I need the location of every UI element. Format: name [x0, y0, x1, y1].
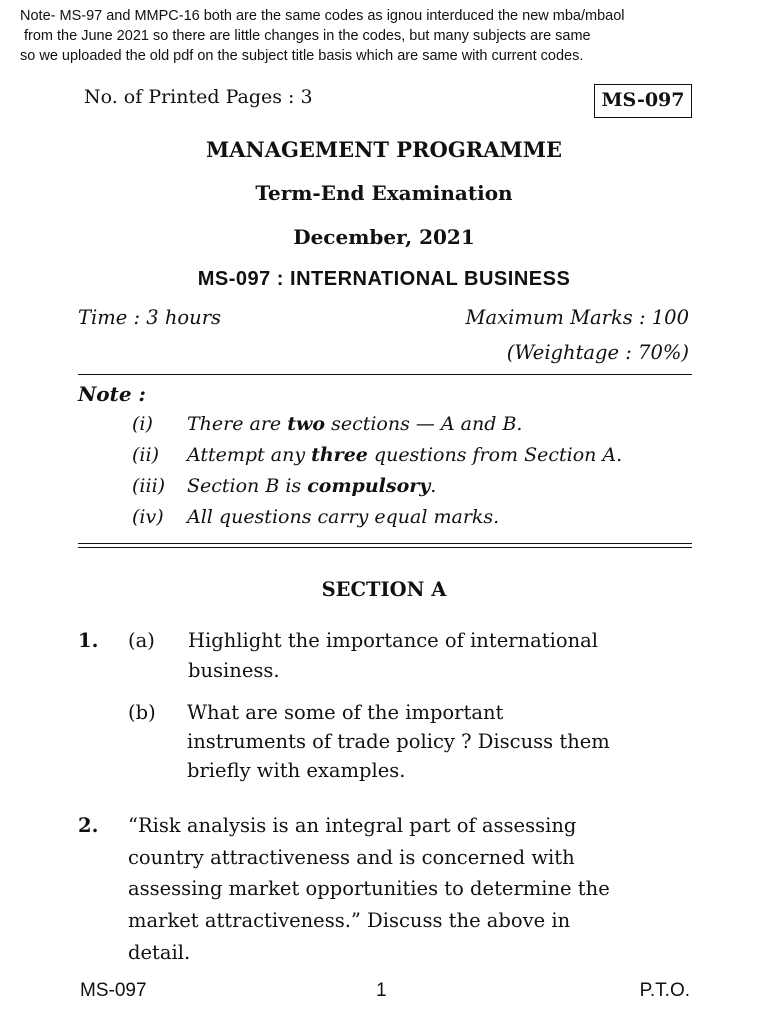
- question-text-line: assessing market opportunities to determine the: [128, 877, 610, 900]
- note-item-text: sections — A and B.: [325, 413, 523, 435]
- note-item-number: (iii): [132, 475, 166, 497]
- section-heading: SECTION A: [321, 578, 447, 601]
- time-allowed: Time : 3 hours: [78, 306, 222, 329]
- weightage: (Weightage : 70%): [506, 341, 689, 364]
- note-item-text: There are: [187, 413, 288, 435]
- footer-code: MS-097: [80, 980, 147, 1001]
- note-item-text: .: [430, 475, 437, 497]
- exam-title: Term-End Examination: [255, 181, 513, 205]
- question-text-line: market attractiveness.” Discuss the above in: [128, 909, 571, 932]
- printed-pages: No. of Printed Pages : 3: [84, 86, 313, 108]
- note-item-number: (i): [132, 413, 153, 435]
- note-item-emphasis: compulsory: [307, 475, 431, 497]
- subquestion-label: (a): [128, 629, 155, 652]
- note-item-text: Section B is: [187, 475, 308, 497]
- disclaimer-note: [20, 6, 760, 66]
- note-item: [132, 413, 522, 435]
- note-item-text: questions from Section A.: [367, 444, 623, 466]
- subquestion-label: (b): [128, 701, 156, 724]
- note-item-emphasis: three: [311, 444, 368, 466]
- note-item-number: (ii): [132, 444, 159, 466]
- question-text-line: detail.: [128, 941, 191, 964]
- course-code-box: MS-097: [594, 84, 692, 118]
- note-item: [132, 444, 622, 466]
- question-text-line: “Risk analysis is an integral part of assessing: [128, 814, 577, 837]
- question-text-line: country attractiveness and is concerned with: [128, 846, 575, 869]
- question-text-line: instruments of trade policy ? Discuss them: [187, 730, 610, 753]
- question-text-line: business.: [188, 659, 280, 682]
- note-item-number: (iv): [132, 506, 164, 528]
- question-text-line: What are some of the important: [187, 701, 504, 724]
- disclaimer-line: from the June 2021 so there are little changes in the codes, but many subjects are same: [24, 28, 591, 44]
- note-item: [132, 506, 499, 528]
- disclaimer-line: so we uploaded the old pdf on the subject title basis which are same with current codes.: [20, 48, 584, 64]
- note-item: [132, 475, 436, 497]
- note-heading: Note :: [78, 382, 146, 406]
- double-divider: [78, 543, 692, 548]
- page-number: 1: [376, 980, 387, 1001]
- question-text-line: Highlight the importance of international: [188, 629, 598, 652]
- note-item-emphasis: two: [287, 413, 326, 435]
- note-item-text: Attempt any: [187, 444, 312, 466]
- divider: [78, 374, 692, 375]
- question-number: 2.: [78, 814, 99, 837]
- exam-date: December, 2021: [293, 225, 475, 249]
- question-text-line: briefly with examples.: [187, 759, 406, 782]
- course-title: MS-097 : INTERNATIONAL BUSINESS: [197, 268, 571, 290]
- disclaimer-line: Note- MS-97 and MMPC-16 both are the same codes as ignou interduced the new mba/mbaol: [20, 8, 625, 24]
- maximum-marks: Maximum Marks : 100: [465, 306, 689, 329]
- pto-marker: P.T.O.: [639, 980, 690, 1001]
- note-item-text: All questions carry equal marks.: [187, 506, 500, 528]
- question-number: 1.: [78, 629, 99, 652]
- programme-title: MANAGEMENT PROGRAMME: [205, 137, 563, 162]
